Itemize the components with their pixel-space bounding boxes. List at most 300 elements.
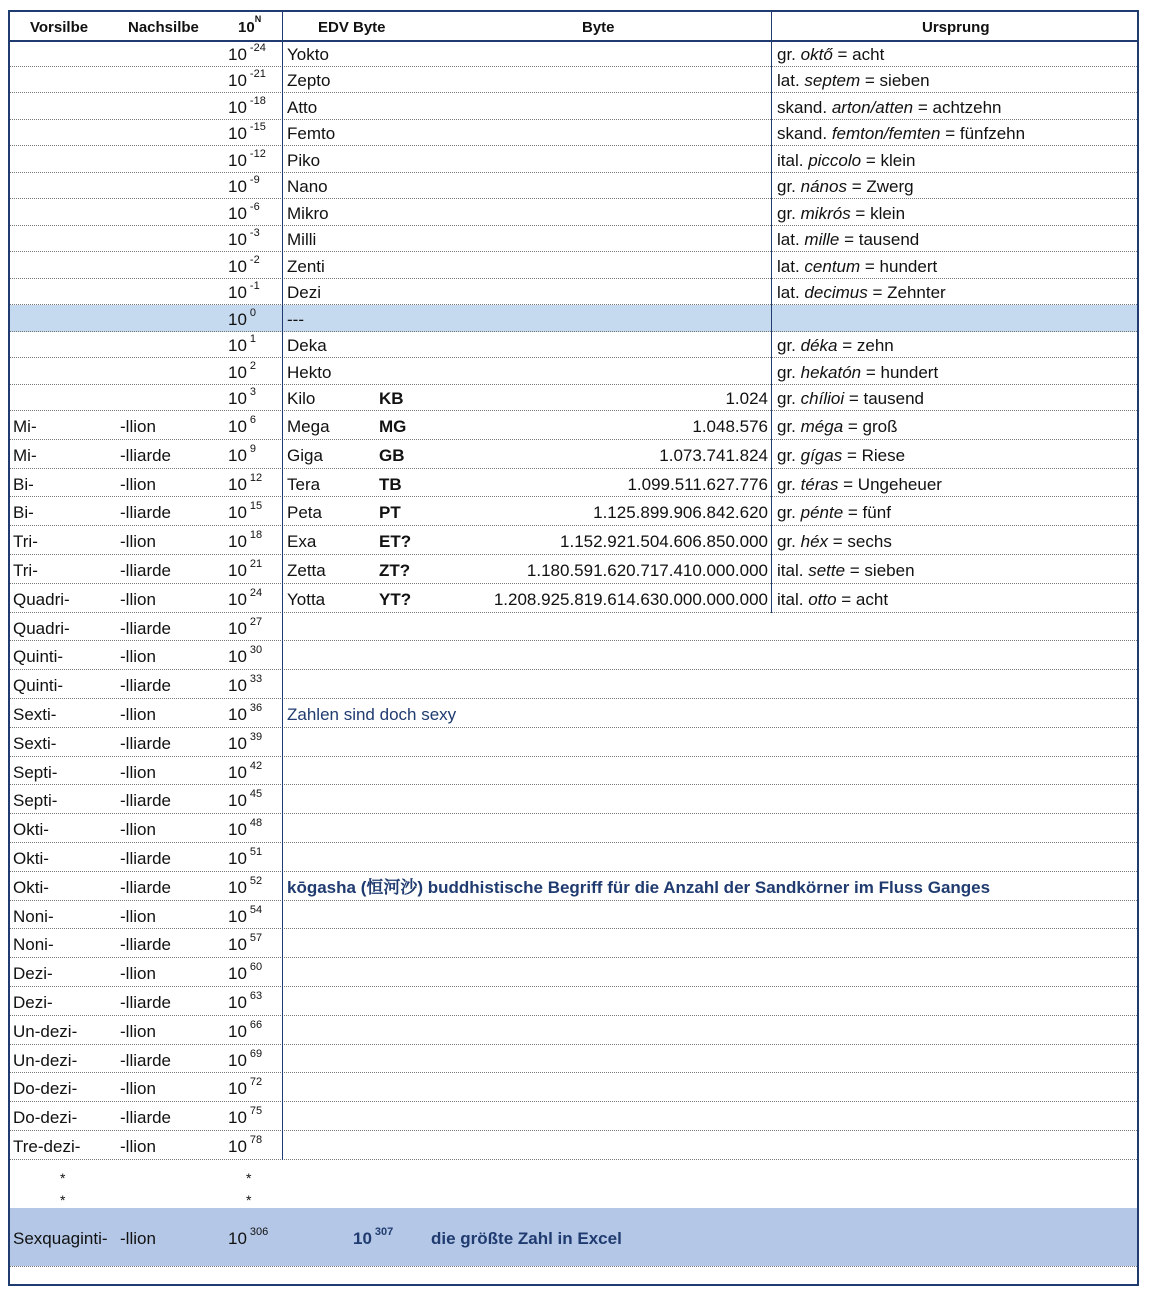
row-divider: [10, 871, 1137, 872]
row-divider: [10, 92, 1137, 93]
power-value: [228, 989, 263, 1012]
power-base: 10: [228, 336, 247, 356]
vorsilbe: Tri-: [13, 560, 38, 580]
row-divider: [10, 1072, 1137, 1073]
origin-meaning: = zehn: [837, 336, 894, 356]
power-base: 10: [228, 877, 247, 897]
nachsilbe: -lliarde: [120, 848, 172, 868]
power-exponent: 6: [249, 413, 257, 426]
origin-word: gígas: [800, 445, 843, 465]
power-base: 10: [228, 532, 247, 552]
row-divider: [10, 357, 1137, 358]
row-divider: [10, 928, 1137, 929]
power-value: [228, 788, 263, 811]
vorsilbe: Do-dezi-: [13, 1079, 78, 1099]
nachsilbe: -lliarde: [120, 560, 172, 580]
vorsilbe: Septi-: [13, 762, 58, 782]
vorsilbe: Bi-: [13, 503, 34, 523]
nachsilbe: -lliarde: [120, 445, 172, 465]
nachsilbe: -lliarde: [120, 791, 172, 811]
nachsilbe: -lliarde: [120, 1050, 172, 1070]
power-value: [228, 471, 263, 494]
header-byte: Byte: [582, 19, 615, 36]
power-base: 10: [228, 964, 247, 984]
power-base: 10: [228, 1050, 247, 1070]
row-divider: [10, 331, 1137, 332]
vorsilbe: Quadri-: [13, 589, 70, 609]
row-divider: [10, 1101, 1137, 1102]
power-base: 10: [228, 256, 247, 276]
power-exponent: 57: [249, 932, 263, 945]
power-base: 10: [228, 416, 247, 436]
power-exponent: 48: [249, 817, 263, 830]
power-base: 10: [228, 1108, 247, 1128]
origin-text: [777, 364, 938, 381]
vorsilbe: Un-dezi-: [13, 1050, 78, 1070]
power-value: [228, 147, 266, 170]
header-vorsilbe: Vorsilbe: [30, 19, 89, 36]
origin-lang: ital.: [777, 150, 804, 170]
power-value: [228, 701, 263, 724]
origin-meaning: = Zwerg: [846, 177, 914, 197]
row-divider: [10, 957, 1137, 958]
power-exponent: 21: [249, 557, 263, 570]
origin-meaning: = tausend: [844, 389, 924, 409]
power-base: 10: [228, 992, 247, 1012]
prefix-name: Hekto: [287, 362, 332, 382]
origin-word: sette: [808, 560, 846, 580]
origin-text: [777, 125, 1025, 142]
power-base: 10: [228, 733, 247, 753]
power-value: [228, 1105, 263, 1128]
power-base: 10: [228, 1136, 247, 1156]
origin-text: [777, 284, 946, 301]
power-base: 10: [228, 97, 247, 117]
prefix-name: Mega: [287, 416, 330, 436]
origin-word: septem: [804, 71, 861, 91]
power-exponent: 15: [249, 500, 263, 513]
power-value: [228, 413, 257, 436]
power-exponent: -12: [249, 147, 266, 160]
origin-meaning: = tausend: [839, 230, 920, 250]
prefix-name: Zetta: [287, 560, 326, 580]
ellipsis-star: *: [246, 1191, 252, 1208]
row-divider: [10, 468, 1137, 469]
prefix-name: Zenti: [287, 256, 325, 276]
power-base: 10: [228, 389, 247, 409]
row-divider: [10, 669, 1137, 670]
origin-lang: gr.: [777, 389, 796, 409]
nachsilbe: -llion: [120, 1228, 156, 1248]
origin-meaning: = fünf: [843, 503, 891, 523]
origin-meaning: = klein: [861, 150, 916, 170]
power-base: 10: [228, 906, 247, 926]
prefix-name: Kilo: [287, 389, 316, 409]
row-divider: [10, 986, 1137, 987]
number-table: [8, 10, 1139, 1286]
origin-word: hekatón: [800, 362, 862, 382]
prefix-name: Nano: [287, 177, 328, 197]
origin-text: [777, 447, 905, 464]
power-exponent: -24: [249, 41, 266, 54]
power-base: 10: [228, 676, 247, 696]
origin-word: oktő: [800, 44, 833, 64]
prefix-name: Yokto: [287, 44, 329, 64]
origin-word: méga: [800, 416, 844, 436]
prefix-name: Milli: [287, 230, 317, 250]
power-value: [228, 673, 263, 696]
vorsilbe: Sexti-: [13, 733, 57, 753]
row-divider: [10, 1159, 1137, 1160]
row-divider: [10, 225, 1137, 226]
byte-value: 1.024: [725, 389, 768, 409]
origin-lang: gr.: [777, 532, 796, 552]
nachsilbe: -lliarde: [120, 1108, 172, 1128]
row-divider: [10, 1130, 1137, 1131]
origin-meaning: = sieben: [860, 71, 930, 91]
header-power: $10^N$: [238, 14, 262, 36]
power-exponent: -18: [249, 94, 266, 107]
vorsilbe: Bi-: [13, 474, 34, 494]
nachsilbe: -llion: [120, 820, 156, 840]
row-divider: [10, 640, 1137, 641]
power-exponent: -21: [249, 68, 266, 81]
vorsilbe: Dezi-: [13, 992, 53, 1012]
row-divider: [10, 384, 1137, 385]
prefix-name: Peta: [287, 503, 322, 523]
origin-word: piccolo: [808, 150, 862, 170]
power-value: [228, 253, 260, 276]
power-exponent: 52: [249, 874, 263, 887]
origin-text: [777, 46, 884, 63]
power-exponent: 63: [249, 989, 263, 1002]
power-value: [228, 932, 263, 955]
nachsilbe: -llion: [120, 474, 156, 494]
power-base: 10: [228, 1079, 247, 1099]
power-exponent: 3: [249, 386, 257, 399]
power-value: [228, 68, 266, 91]
power-value: [228, 386, 257, 409]
power-base: 10: [228, 704, 247, 724]
vorsilbe: Sexquaginti-: [13, 1228, 108, 1248]
origin-meaning: = Zehnter: [867, 283, 946, 303]
nachsilbe: -llion: [120, 964, 156, 984]
origin-text: [777, 418, 898, 435]
vorsilbe: Okti-: [13, 820, 49, 840]
origin-meaning: = sieben: [845, 560, 915, 580]
column-divider: [282, 12, 283, 613]
power-exponent: 66: [249, 1018, 263, 1031]
origin-lang: lat.: [777, 256, 800, 276]
prefix-name: Zepto: [287, 71, 331, 91]
header-ursprung: Ursprung: [922, 19, 990, 36]
byte-value: 1.208.925.819.614.630.000.000.000: [493, 589, 768, 609]
power-base: 10: [228, 150, 247, 170]
nachsilbe: -llion: [120, 762, 156, 782]
vorsilbe: Tre-dezi-: [13, 1136, 81, 1156]
power-value: [228, 615, 263, 638]
row-divider: [10, 198, 1137, 199]
power-base: 10: [228, 230, 247, 250]
power-base: 10: [228, 820, 247, 840]
origin-meaning: = fünfzehn: [940, 124, 1026, 144]
prefix-name: Mikro: [287, 203, 329, 223]
power-base: 10: [228, 1021, 247, 1041]
origin-lang: gr.: [777, 362, 796, 382]
power-exponent: 42: [249, 759, 263, 772]
origin-lang: lat.: [777, 283, 800, 303]
power-exponent: 0: [249, 306, 257, 319]
origin-lang: gr.: [777, 474, 796, 494]
power-value: [228, 41, 266, 64]
header-nachsilbe: Nachsilbe: [128, 19, 199, 36]
power-exponent: -6: [249, 200, 260, 213]
power-exponent: -1: [249, 280, 260, 293]
row-divider: [10, 784, 1137, 785]
row-divider: [10, 813, 1137, 814]
row-divider: [10, 525, 1137, 526]
origin-lang: ital.: [777, 560, 804, 580]
row-divider: [10, 439, 1137, 440]
power-exponent: 60: [249, 961, 263, 974]
vorsilbe: Okti-: [13, 848, 49, 868]
nachsilbe: -llion: [120, 1021, 156, 1041]
prefix-name: Deka: [287, 336, 327, 356]
nachsilbe: -llion: [120, 532, 156, 552]
power-base: 10: [228, 647, 247, 667]
power-base: 10: [228, 124, 247, 144]
edv-unit: GB: [379, 445, 405, 465]
row-divider: [10, 698, 1137, 699]
origin-text: [777, 231, 919, 248]
vorsilbe: Do-dezi-: [13, 1108, 78, 1128]
prefix-name: Atto: [287, 97, 318, 117]
power-base: 10: [228, 362, 247, 382]
origin-meaning: = sechs: [828, 532, 892, 552]
power-base: 10: [228, 560, 247, 580]
vorsilbe: Mi-: [13, 445, 37, 465]
byte-value: 1.048.576: [692, 416, 768, 436]
nachsilbe: -lliarde: [120, 503, 172, 523]
vorsilbe: Quinti-: [13, 676, 64, 696]
power-exponent: 69: [249, 1047, 263, 1060]
power-exponent: 27: [249, 615, 263, 628]
power-base: 10: [228, 618, 247, 638]
power-value: [228, 121, 266, 144]
row-divider: [10, 145, 1137, 146]
power-exponent: 45: [249, 788, 263, 801]
row-divider: [10, 1044, 1137, 1045]
nachsilbe: -llion: [120, 647, 156, 667]
power-exponent: 2: [249, 359, 257, 372]
vorsilbe: Quadri-: [13, 618, 70, 638]
row-divider: [10, 900, 1137, 901]
origin-word: mikrós: [800, 203, 851, 223]
origin-text: [777, 504, 891, 521]
byte-value: 1.152.921.504.606.850.000: [560, 532, 768, 552]
power-value: [228, 961, 263, 984]
power-exponent: -15: [249, 121, 266, 134]
row-divider: [10, 727, 1137, 728]
origin-lang: ital.: [777, 589, 804, 609]
power-exponent: 75: [249, 1105, 263, 1118]
origin-text: [777, 533, 892, 550]
power-value: [228, 557, 263, 580]
power-value: [228, 730, 263, 753]
prefix-name: Tera: [287, 474, 321, 494]
power-exponent: 306: [249, 1225, 269, 1238]
power-exponent: 36: [249, 701, 263, 714]
power-value: [228, 500, 263, 523]
origin-text: [777, 152, 915, 169]
power-base: 10: [228, 445, 247, 465]
row-divider: [10, 172, 1137, 173]
power-value: [228, 1018, 263, 1041]
edv-unit: MG: [379, 416, 407, 436]
row-divider: [10, 554, 1137, 555]
origin-lang: gr.: [777, 177, 796, 197]
power-base: 10: [228, 935, 247, 955]
power-base: 10: [228, 503, 247, 523]
power-exponent: 24: [249, 586, 263, 599]
origin-word: arton/atten: [831, 97, 914, 117]
nachsilbe: -lliarde: [120, 992, 172, 1012]
row-divider: [10, 119, 1137, 120]
vorsilbe: Noni-: [13, 906, 54, 926]
origin-meaning: = Ungeheuer: [838, 474, 942, 494]
power-value: [228, 759, 263, 782]
power-value: [228, 903, 263, 926]
origin-text: [777, 476, 942, 493]
nachsilbe: -lliarde: [120, 733, 172, 753]
power-value: [228, 1047, 263, 1070]
byte-value: 1.073.741.824: [659, 445, 768, 465]
row-divider: [10, 278, 1137, 279]
row-divider: [10, 1266, 1137, 1267]
vorsilbe: Septi-: [13, 791, 58, 811]
power-base: 10: [228, 203, 247, 223]
origin-lang: lat.: [777, 230, 800, 250]
origin-word: mille: [804, 230, 840, 250]
origin-text: [777, 591, 888, 608]
prefix-name: Dezi: [287, 283, 322, 303]
origin-word: decimus: [804, 283, 868, 303]
prefix-name: Yotta: [287, 589, 326, 609]
origin-word: déka: [800, 336, 838, 356]
origin-meaning: = acht: [836, 589, 889, 609]
power-value: [228, 306, 257, 329]
power-value: [228, 845, 263, 868]
vorsilbe: Quinti-: [13, 647, 64, 667]
excel-max-exponent: 307: [374, 1225, 394, 1238]
vorsilbe: Noni-: [13, 935, 54, 955]
nachsilbe: -lliarde: [120, 618, 172, 638]
vorsilbe: Sexti-: [13, 704, 57, 724]
row-divider: [10, 1015, 1137, 1016]
origin-lang: lat.: [777, 71, 800, 91]
column-divider: [771, 12, 772, 613]
origin-text: [777, 72, 930, 89]
origin-lang: gr.: [777, 203, 796, 223]
ellipsis-star: *: [246, 1169, 252, 1186]
origin-lang: gr.: [777, 44, 796, 64]
prefix-name: Femto: [287, 124, 336, 144]
power-exponent: 33: [249, 673, 263, 686]
power-value: [228, 359, 257, 382]
vorsilbe: Un-dezi-: [13, 1021, 78, 1041]
power-base: 10: [228, 1228, 247, 1248]
power-base: 10: [228, 848, 247, 868]
origin-word: femton/femten: [831, 124, 941, 144]
vorsilbe: Tri-: [13, 532, 38, 552]
power-value: [228, 817, 263, 840]
power-base: 10: [228, 474, 247, 494]
prefix-name: ---: [287, 309, 304, 329]
power-base: 10: [228, 589, 247, 609]
power-exponent: -9: [249, 174, 260, 187]
origin-word: pénte: [800, 503, 844, 523]
origin-meaning: = Riese: [842, 445, 906, 465]
ellipsis-star: *: [60, 1169, 66, 1186]
origin-meaning: = acht: [832, 44, 885, 64]
byte-value: 1.125.899.906.842.620: [593, 503, 768, 523]
origin-meaning: = groß: [843, 416, 898, 436]
row-divider: [10, 612, 1137, 613]
excel-max-base: 10: [353, 1228, 372, 1248]
origin-text: [777, 562, 915, 579]
origin-meaning: = klein: [850, 203, 906, 223]
origin-meaning: = hundert: [860, 256, 938, 276]
nachsilbe: -lliarde: [120, 676, 172, 696]
row-divider: [10, 496, 1137, 497]
origin-lang: skand.: [777, 97, 828, 117]
nachsilbe: -llion: [120, 704, 156, 724]
power-value: [228, 94, 266, 117]
power-value: [228, 529, 263, 552]
edv-unit: YT?: [379, 589, 412, 609]
power-value: [228, 227, 260, 250]
byte-value: 1.099.511.627.776: [627, 474, 768, 494]
origin-word: chílioi: [800, 389, 845, 409]
power-value: [228, 200, 260, 223]
power-value: [228, 874, 263, 897]
header-edv-byte: EDV Byte: [318, 19, 386, 36]
origin-text: [777, 390, 924, 407]
note-text-bold: kōgasha (恒河沙) buddhistische Begriff für die Anzahl der Sandkörner im Fluss Ganges: [287, 877, 991, 897]
edv-unit: TB: [379, 474, 402, 494]
origin-text: [777, 205, 905, 222]
power-value: [228, 174, 260, 197]
edv-unit: KB: [379, 389, 404, 409]
power-exponent: 51: [249, 845, 263, 858]
vorsilbe: Mi-: [13, 416, 37, 436]
origin-lang: skand.: [777, 124, 828, 144]
origin-text: [777, 258, 937, 275]
origin-lang: gr.: [777, 336, 796, 356]
row-divider: [10, 583, 1137, 584]
row-divider: [10, 842, 1137, 843]
excel-max-value: [353, 1225, 394, 1248]
nachsilbe: -lliarde: [120, 877, 172, 897]
origin-word: téras: [800, 474, 839, 494]
nachsilbe: -llion: [120, 1136, 156, 1156]
power-exponent: -3: [249, 227, 260, 240]
origin-meaning: = hundert: [861, 362, 939, 382]
edv-unit: ZT?: [379, 560, 411, 580]
nachsilbe: -llion: [120, 1079, 156, 1099]
zero-row-highlight: [10, 305, 1137, 332]
row-divider: [10, 756, 1137, 757]
